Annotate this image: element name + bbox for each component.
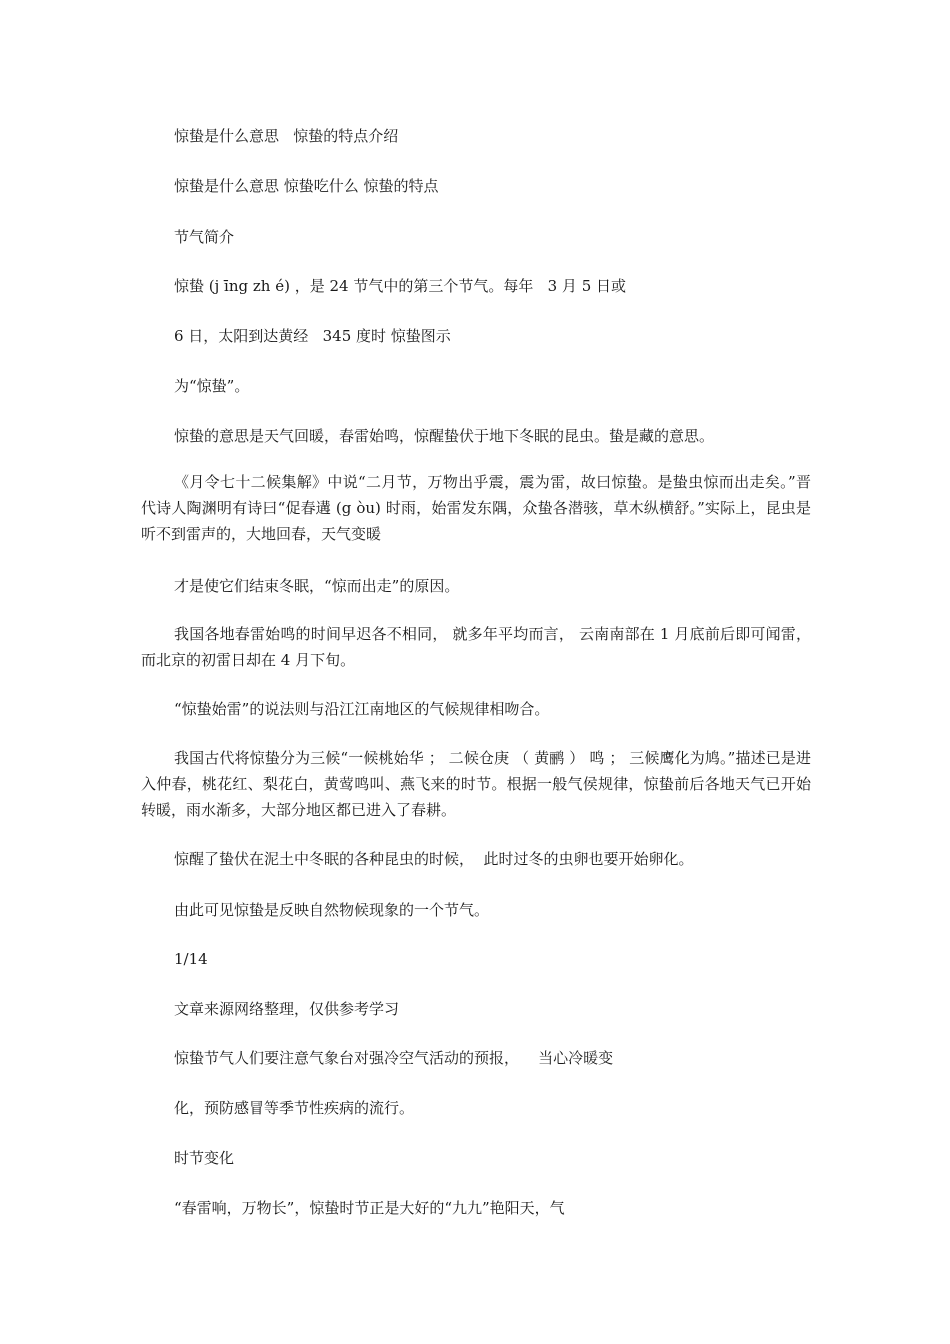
- title-line-2: 惊蛰是什么意思 惊蛰吃什么 惊蛰的特点: [174, 177, 439, 195]
- saying-line: “惊蛰始雷”的说法则与沿江江南地区的气候规律相吻合。: [174, 700, 550, 718]
- section-heading-change: 时节变化: [174, 1149, 235, 1167]
- wake-insects-line: 惊醒了蛰伏在泥土中冬眠的各种昆虫的时候， 此时过冬的虫卵也要开始卵化。: [174, 850, 694, 868]
- section-heading-intro: 节气简介: [174, 228, 235, 246]
- source-note: 文章来源网络整理，仅供参考学习: [174, 1000, 400, 1018]
- quote-paragraph: 《月令七十二候集解》中说“二月节，万物出乎震，震为雷，故曰惊蛰。是蛰虫惊而出走矣。”晋代诗人陶渊明有诗曰“促春遘 (g òu) 时雨，始雷发东隅，众蛰各潜骇，草木纵横舒。”实际上，昆虫是听不到雷声的，大地回春，天气变暖: [141, 473, 811, 543]
- change-line-1: “春雷响，万物长”，惊蛰时节正是大好的“九九”艳阳天，气: [174, 1199, 565, 1217]
- intro-line-3: 为“惊蛰”。: [174, 377, 250, 395]
- quote-continuation: 才是使它们结束冬眠，“惊而出走”的原因。: [174, 577, 460, 595]
- intro-line-1: 惊蛰 (j īng zh é) ，是 24 节气中的第三个节气。每年 3 月 5 日或: [174, 277, 627, 295]
- phenology-paragraph: 我国古代将惊蛰分为三候“一候桃始华 ； 二候仓庚 （ 黄鹂 ） 鸣 ； 三候鹰化为鸠。”描述已是进入仲春，桃花红、梨花白，黄莺鸣叫、燕飞来的时节。根据一般气侯规律，惊蛰前后各地天气已开始转暖，雨水渐多，大部分地区都已进入了春耕。: [141, 749, 811, 819]
- page-number: 1/14: [174, 950, 208, 968]
- caution-line-1: 惊蛰节气人们要注意气象台对强冷空气活动的预报， 当心冷暖变: [174, 1049, 614, 1067]
- meaning-line: 惊蛰的意思是天气回暖，春雷始鸣，惊醒蛰伏于地下冬眠的昆虫。蛰是藏的意思。: [174, 427, 715, 445]
- title-line-1: 惊蛰是什么意思 惊蛰的特点介绍: [174, 127, 399, 145]
- intro-line-2: 6 日，太阳到达黄经 345 度时 惊蛰图示: [174, 327, 451, 345]
- thunder-paragraph: 我国各地春雷始鸣的时间早迟各不相同， 就多年平均而言， 云南南部在 1 月底前后即可闻雷，而北京的初雷日却在 4 月下旬。: [141, 625, 811, 669]
- caution-line-2: 化，预防感冒等季节性疾病的流行。: [174, 1099, 415, 1117]
- conclusion-line: 由此可见惊蛰是反映自然物候现象的一个节气。: [174, 901, 490, 919]
